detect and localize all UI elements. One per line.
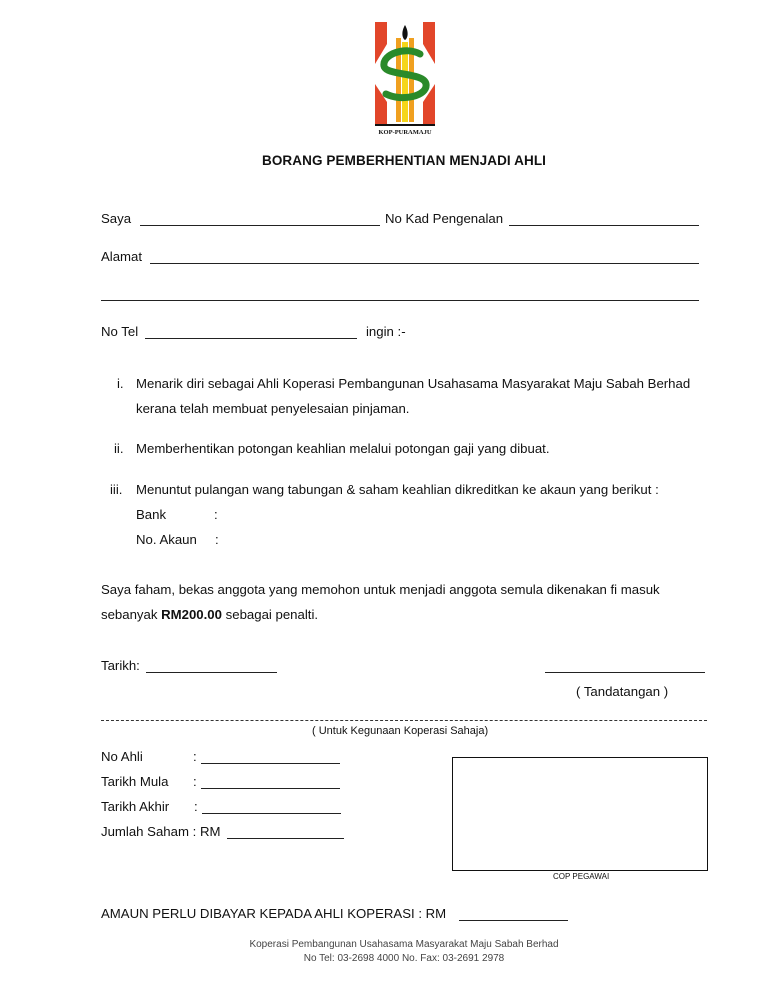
office-use-note: ( Untuk Kegunaan Koperasi Sahaja) — [312, 725, 489, 737]
no-ahli-field[interactable] — [201, 763, 340, 764]
no-kad-field[interactable] — [509, 225, 699, 226]
no-ahli-label: No Ahli — [101, 749, 143, 764]
jumlah-saham-field[interactable] — [227, 838, 344, 839]
bank-label: Bank — [136, 507, 167, 522]
logo-caption: KOP-PURAMAJU — [378, 129, 432, 136]
item-num: i. — [117, 376, 124, 391]
footer-org: Koperasi Pembangunan Usahasama Masyarakat Maju Sabah Berhad — [249, 939, 559, 950]
statement-line2: sebanyak RM200.00 sebagai penalti. — [101, 607, 319, 622]
tarikh-label: Tarikh: — [101, 658, 140, 673]
tarikh-akhir-label: Tarikh Akhir — [101, 799, 170, 814]
stamp-box[interactable] — [452, 757, 708, 871]
alamat-label: Alamat — [101, 249, 143, 264]
bank-colon: : — [214, 507, 218, 522]
tarikh-akhir-field[interactable] — [202, 813, 341, 814]
tandatangan-label: ( Tandatangan ) — [576, 684, 669, 699]
section-divider — [101, 720, 707, 721]
form-title: BORANG PEMBERHENTIAN MENJADI AHLI — [261, 153, 547, 168]
jumlah-saham-label: Jumlah Saham : RM — [101, 824, 221, 839]
alamat-field-1[interactable] — [150, 263, 699, 264]
amaun-label: AMAUN PERLU DIBAYAR KEPADA AHLI KOPERASI : RM — [101, 906, 447, 921]
ingin-label: ingin :- — [366, 324, 406, 339]
tarikh-akhir-colon: : — [194, 799, 198, 814]
alamat-field-2[interactable] — [101, 300, 699, 301]
tarikh-field[interactable] — [146, 672, 277, 673]
item-text: Menuntut pulangan wang tabungan & saham keahlian dikreditkan ke akaun yang berikut : — [136, 482, 659, 497]
nama-field[interactable] — [140, 225, 380, 226]
tarikh-mula-field[interactable] — [201, 788, 340, 789]
akaun-label: No. Akaun — [136, 532, 197, 547]
saya-label: Saya — [101, 211, 132, 226]
cooperative-logo — [372, 20, 438, 136]
item-text: Memberhentikan potongan keahlian melalui potongan gaji yang dibuat. — [136, 441, 550, 456]
cop-pegawai-label: COP PEGAWAI — [553, 872, 610, 881]
no-kad-label: No Kad Pengenalan — [385, 211, 504, 226]
footer-contact: No Tel: 03-2698 4000 No. Fax: 03-2691 2978 — [303, 953, 505, 964]
no-ahli-colon: : — [193, 749, 197, 764]
tarikh-mula-label: Tarikh Mula — [101, 774, 169, 789]
item-text: kerana telah membuat penyelesaian pinjaman. — [136, 401, 410, 416]
tandatangan-field[interactable] — [545, 672, 705, 673]
item-num: ii. — [114, 441, 124, 456]
item-num: iii. — [110, 482, 123, 497]
no-tel-field[interactable] — [145, 338, 357, 339]
no-tel-label: No Tel — [101, 324, 139, 339]
penalty-amount: RM200.00 — [161, 607, 222, 622]
statement-line1: Saya faham, bekas anggota yang memohon untuk menjadi anggota semula dikenakan fi masuk — [101, 582, 660, 597]
amaun-field[interactable] — [459, 920, 568, 921]
item-text: Menarik diri sebagai Ahli Koperasi Pembangunan Usahasama Masyarakat Maju Sabah Berhad — [136, 376, 691, 391]
akaun-colon: : — [215, 532, 219, 547]
tarikh-mula-colon: : — [193, 774, 197, 789]
